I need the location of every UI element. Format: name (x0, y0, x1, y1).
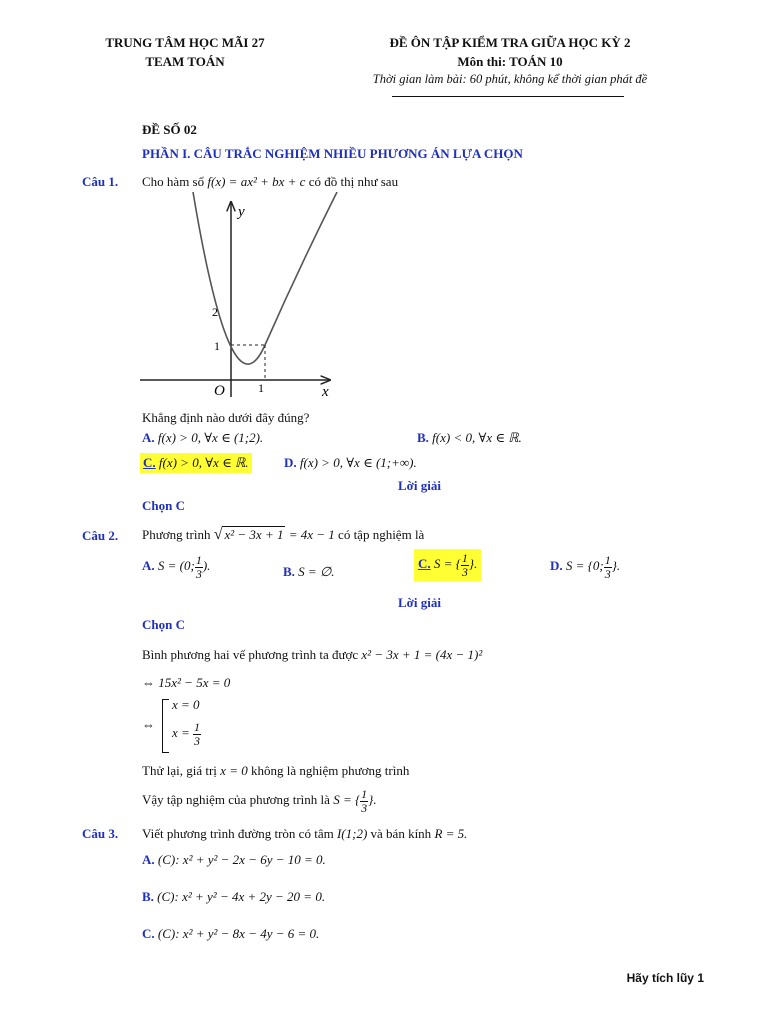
q1-option-a[interactable] (142, 430, 263, 446)
q2-option-d-post: }. (611, 558, 621, 574)
q2-option-b-label: B. (283, 564, 295, 579)
q2-step1-math: x² − 3x + 1 = (4x − 1)² (361, 647, 483, 662)
q3-option-c-text: (C): x² + y² − 8x − 4y − 6 = 0. (157, 926, 320, 941)
q2-step1 (142, 647, 482, 663)
q1-option-c[interactable] (140, 453, 252, 473)
q2-option-c-pre: S = { (433, 556, 461, 572)
q2-text-post: có tập nghiệm là (338, 527, 425, 542)
q1-option-d[interactable] (284, 455, 417, 471)
q1-option-d-text: f(x) > 0, ∀x ∈ (1;+∞). (299, 455, 417, 470)
q1-prompt: Khẳng định nào dưới đây đúng? (142, 410, 310, 425)
q3-option-a[interactable] (142, 852, 326, 868)
q2-option-c[interactable] (414, 549, 481, 581)
q2-radicand: x² − 3x + 1 (224, 527, 284, 542)
q2-step3-system (142, 697, 222, 755)
y-axis-label: y (238, 204, 245, 220)
q2-step4: Thử lại, giá trị x = 0 không là nghiệm phương trình (142, 763, 410, 778)
page-footer: Hãy tích lũy 1 (626, 971, 704, 985)
q2-option-d-label: D. (550, 558, 563, 574)
q3-option-c-label: C. (142, 926, 155, 941)
q1-text-post: có đồ thị như sau (308, 174, 399, 189)
q2-option-d-pre: S = {0; (565, 558, 604, 574)
q2-step3-arrow: ⇔ (142, 717, 155, 732)
q3-option-b[interactable] (142, 889, 325, 905)
q3-radius: R = 5. (434, 826, 468, 841)
q3-stem: Viết phương trình đường tròn có tâm I(1;2) và bán kính R = 5. (142, 826, 468, 841)
exam-number: ĐỀ SỐ 02 (142, 122, 197, 137)
q3-option-b-label: B. (142, 889, 154, 904)
q1-formula: f(x) = ax² + bx + c (207, 174, 306, 189)
q1-option-b[interactable] (417, 430, 522, 446)
q2-label: Câu 2. (82, 528, 119, 543)
q3-option-a-label: A. (142, 852, 155, 867)
exam-subject: Môn thi: TOÁN 10 (457, 54, 563, 69)
exam-title: ĐỀ ÔN TẬP KIỂM TRA GIỮA HỌC KỲ 2 (389, 35, 631, 50)
q1-option-b-label: B. (417, 430, 429, 445)
q2-step4-math: x = 0 (220, 763, 248, 778)
q2-answer: Chọn C (142, 617, 185, 632)
q1-option-a-label: A. (142, 430, 155, 445)
q2-step5-fraction: $\frac{1}{3}$ (361, 787, 368, 815)
q2-option-c-post: }. (468, 556, 478, 572)
q1-text-pre: Cho hàm số (142, 174, 205, 189)
q1-answer: Chọn C (142, 498, 185, 513)
q2-option-c-label: C. (418, 556, 431, 572)
q1-parabola-graph (140, 192, 340, 402)
header-divider (392, 96, 624, 97)
q1-solution-label: Lời giải (398, 478, 441, 493)
q2-option-a-fraction: $\frac{1}{3}$ (195, 553, 202, 581)
x-axis-label: x (322, 384, 329, 400)
q1-option-a-text: f(x) > 0, ∀x ∈ (1;2). (157, 430, 264, 445)
exam-time: Thời gian làm bài: 60 phút, không kể thời gian phát đề (372, 72, 648, 86)
q2-step1-text: Bình phương hai vế phương trình ta được (142, 647, 359, 662)
q2-option-a[interactable] (142, 554, 210, 580)
sqrt-icon: √ (213, 526, 223, 543)
q2-step3-line2: x = $\frac{1}{3}$ (172, 720, 201, 748)
q3-center: I(1;2) (336, 826, 368, 841)
q2-option-a-label: A. (142, 558, 155, 574)
origin-label: O (214, 383, 225, 399)
q3-option-a-text: (C): x² + y² − 2x − 6y − 10 = 0. (157, 852, 326, 867)
q3-label: Câu 3. (82, 826, 119, 841)
center-name: TRUNG TÂM HỌC MÃI 27 (105, 35, 265, 50)
y-tick-1: 1 (214, 339, 220, 353)
q2-step2: ⇔ 15x² − 5x = 0 (142, 675, 231, 690)
x-tick-1: 1 (258, 381, 264, 395)
q2-step5: Vậy tập nghiệm của phương trình là S = { $\frac{1}{3}$ }. (142, 787, 377, 815)
q2-step3-line1: x = 0 (172, 697, 200, 712)
q1-label: Câu 1. (82, 174, 119, 189)
part-title: PHẦN I. CÂU TRẮC NGHIỆM NHIỀU PHƯƠNG ÁN LỰA CHỌN (142, 146, 523, 161)
q2-option-d[interactable] (550, 554, 620, 580)
q2-text-eq: = 4x − 1 (288, 527, 335, 542)
team-name: TEAM TOÁN (145, 54, 225, 69)
q2-option-c-fraction: $\frac{1}{3}$ (461, 551, 468, 579)
q2-option-b-text: S = ∅. (298, 564, 335, 579)
q2-option-b[interactable] (283, 564, 335, 580)
q1-option-d-label: D. (284, 455, 297, 470)
q2-option-a-pre: S = (0; (157, 558, 195, 574)
q2-option-a-post: ). (202, 558, 211, 574)
q1-option-c-text: f(x) > 0, ∀x ∈ ℝ. (158, 455, 249, 470)
q1-option-c-label: C. (143, 455, 156, 470)
q2-step3-fraction: $\frac{1}{3}$ (194, 720, 201, 748)
q3-option-c[interactable] (142, 926, 319, 942)
y-tick-2: 2 (212, 305, 218, 319)
q2-stem (142, 526, 424, 544)
q2-option-d-fraction: $\frac{1}{3}$ (604, 553, 611, 581)
q2-text-pre: Phương trình (142, 527, 211, 542)
bracket-icon (162, 699, 169, 753)
q1-option-b-text: f(x) < 0, ∀x ∈ ℝ. (432, 430, 522, 445)
q2-solution-label: Lời giải (398, 595, 441, 610)
q1-stem (142, 174, 398, 190)
q3-option-b-text: (C): x² + y² − 4x + 2y − 20 = 0. (157, 889, 326, 904)
